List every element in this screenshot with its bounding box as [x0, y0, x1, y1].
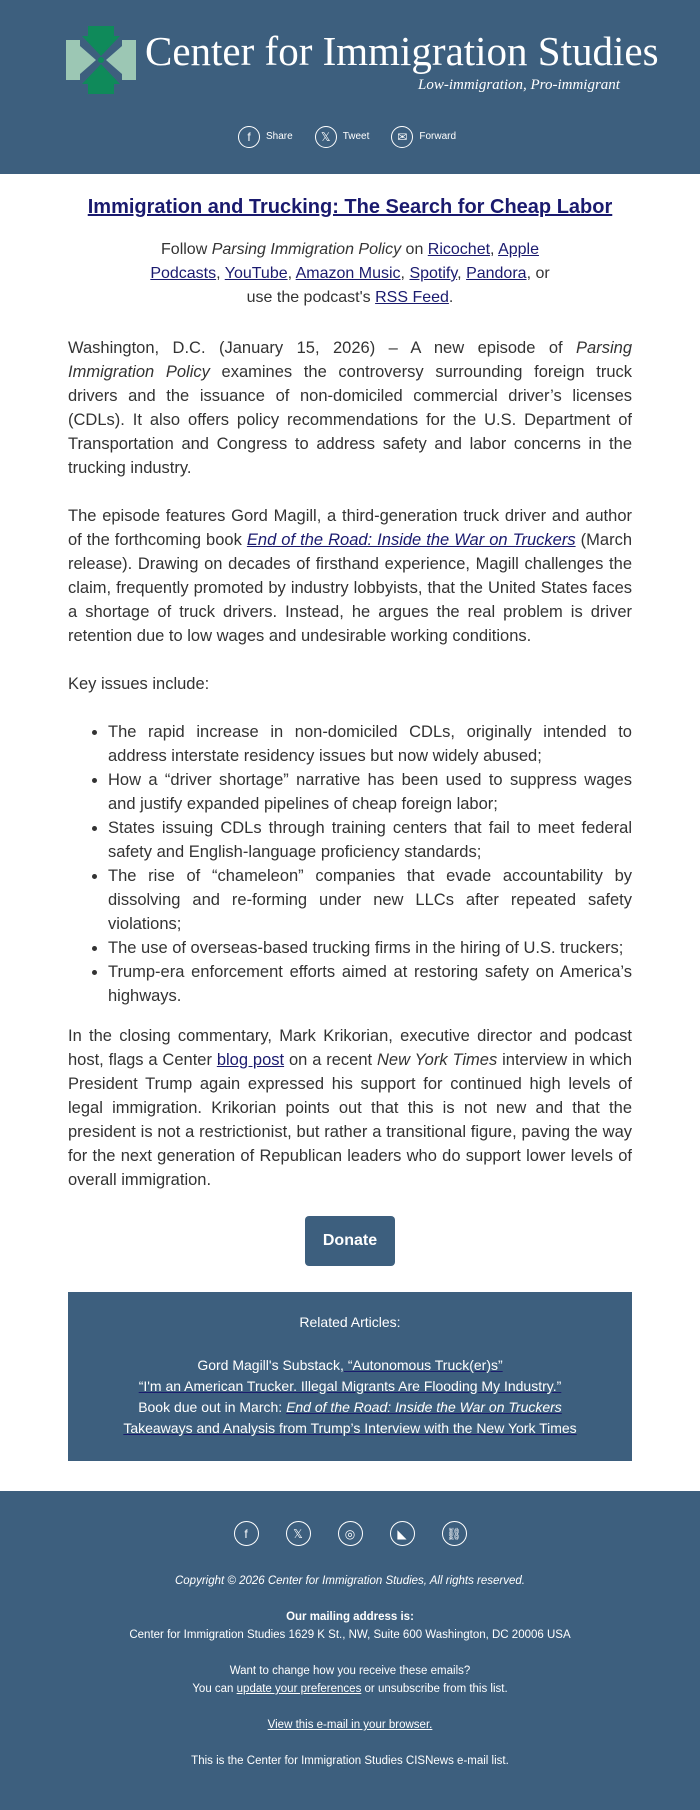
email-footer — [0, 1491, 700, 1810]
spotify-link[interactable]: Spotify — [409, 265, 458, 282]
pandora-link[interactable]: Pandora — [466, 265, 527, 282]
text: Gord Magill's Substack, — [197, 1357, 344, 1373]
issues-list — [68, 720, 632, 1008]
related-heading: Related Articles: — [299, 1314, 401, 1330]
mailing-address: Our mailing address is: Center for Immigration Studies 1629 K St., NW, Suite 600 Washington, DC 20006 USA — [129, 1611, 571, 1641]
related-link-substack[interactable]: “Autonomous Truck(er)s” — [343, 1357, 503, 1373]
list-item: • Trump-era enforcement efforts aimed at restoring safety on America’s highways. — [108, 960, 632, 1008]
x-icon: 𝕏 — [315, 126, 337, 148]
rss-feed-link[interactable]: RSS Feed — [375, 289, 449, 306]
text: Book due out in March: — [138, 1399, 287, 1415]
tweet-button[interactable] — [315, 126, 370, 148]
email-header — [0, 0, 700, 174]
paragraph-guest: The episode features Gord Magill, a third-generation truck driver and author of the forthcoming book End of the Road: Inside the War on Truckers (March release). Drawing on decades of firsthand experience, Magill challenges the claim, frequently promoted by industry lobbyists, that the United States faces a shortage of truck drivers. Instead, he argues the real problem is driver retention due to low wages and undesirable working conditions. — [68, 507, 632, 645]
mail-icon: ✉ — [391, 126, 413, 148]
key-issues-intro: Key issues include: — [68, 675, 210, 693]
update-preferences-link[interactable]: update your preferences — [236, 1683, 362, 1695]
youtube-link[interactable]: YouTube — [224, 265, 288, 282]
follow-podcast: Follow Parsing Immigration Policy on Ricochet, Apple Podcasts, YouTube, Amazon Music, Spotify, Pandora, or use the podcast's RSS Feed. — [150, 241, 550, 306]
amazon-music-link[interactable]: Amazon Music — [295, 265, 401, 282]
link-icon[interactable]: ⛓ — [442, 1521, 467, 1546]
text: on — [401, 241, 428, 258]
ricochet-link[interactable]: Ricochet — [427, 241, 491, 258]
tweet-label: Tweet — [342, 131, 370, 142]
preferences-note: Want to change how you receive these emails? You can update your preferences or unsubscribe from this list. — [192, 1665, 508, 1695]
article-body — [68, 194, 632, 1461]
article-title-link[interactable]: Immigration and Trucking: The Search for Cheap Labor — [87, 196, 613, 218]
list-item: • The rapid increase in non-domiciled CDLs, originally intended to address interstate residency issues but now widely abused; — [108, 720, 632, 768]
cis-logo-icon — [66, 26, 136, 94]
list-item: • The rise of “chameleon” companies that evade accountability by dissolving and re-forming under new LLCs after repeated safety violations; — [108, 864, 632, 936]
related-link-trucker[interactable]: “I'm an American Trucker. Illegal Migrants Are Flooding My Industry.” — [138, 1378, 562, 1394]
paragraph-closing: In the closing commentary, Mark Krikorian, executive director and podcast host, flags a Center blog post on a recent New York Times interview in which President Trump again expressed his support for continued high levels of legal immigration. Krikorian points out that this is not new and that the president is not a restrictionist, but rather a transitional figure, paving the way for the next generation of Republican leaders who do support lower levels of overall immigration. — [68, 1027, 632, 1189]
show-name: Parsing Immigration Policy — [211, 241, 402, 258]
text: , or use the podcast's — [246, 265, 550, 306]
list-item: • How a “driver shortage” narrative has been used to suppress wages and justify expanded pipelines of cheap foreign labor; — [108, 768, 632, 816]
related-link-book[interactable]: End of the Road: Inside the War on Truckers — [286, 1399, 562, 1415]
share-label: Share — [266, 131, 293, 142]
facebook-icon[interactable]: f — [234, 1521, 259, 1546]
instagram-icon[interactable]: ◎ — [338, 1521, 363, 1546]
view-in-browser-link[interactable]: View this e-mail in your browser. — [267, 1719, 433, 1731]
paragraph-intro: Washington, D.C. (January 15, 2026) – A new episode of Parsing Immigration Policy examines the controversy surrounding foreign truck drivers and the issuance of non-domiciled commercial driver’s licenses (CDLs). It also offers policy recommendations for the U.S. Department of Transportation and Congress to address safety and labor concerns in the trucking industry. — [68, 339, 633, 477]
related-link-takeaways[interactable]: Takeaways and Analysis from Trump’s Interview with the New York Times — [123, 1420, 577, 1436]
blog-post-link[interactable]: blog post — [216, 1051, 285, 1069]
x-icon[interactable]: 𝕏 — [286, 1521, 311, 1546]
social-icons — [0, 1521, 700, 1546]
related-articles — [68, 1292, 632, 1461]
share-bar — [238, 126, 456, 148]
list-item: • States issuing CDLs through training centers that fail to meet federal safety and English-language proficiency standards; — [108, 816, 632, 864]
list-note: This is the Center for Immigration Studies CISNews e-mail list. — [191, 1755, 509, 1767]
apple-podcasts-link[interactable]: Apple Podcasts — [150, 241, 539, 282]
forward-button[interactable] — [391, 126, 456, 148]
share-button[interactable] — [238, 126, 293, 148]
brand-name: Center for Immigration Studies — [145, 28, 659, 74]
text: Follow — [161, 241, 212, 258]
text: . — [448, 289, 454, 306]
rss-icon[interactable]: ◣ — [390, 1521, 415, 1546]
copyright: Copyright © 2026 Center for Immigration Studies, All rights reserved. — [174, 1575, 525, 1587]
facebook-icon: f — [238, 126, 260, 148]
article-title — [68, 194, 632, 220]
book-link[interactable]: End of the Road: Inside the War on Truckers — [246, 531, 576, 549]
list-item: • The use of overseas-based trucking firms in the hiring of U.S. truckers; — [108, 936, 632, 960]
tagline: Low-immigration, Pro-immigrant — [418, 77, 620, 93]
donate-button[interactable]: Donate — [305, 1216, 395, 1266]
forward-label: Forward — [419, 131, 457, 142]
